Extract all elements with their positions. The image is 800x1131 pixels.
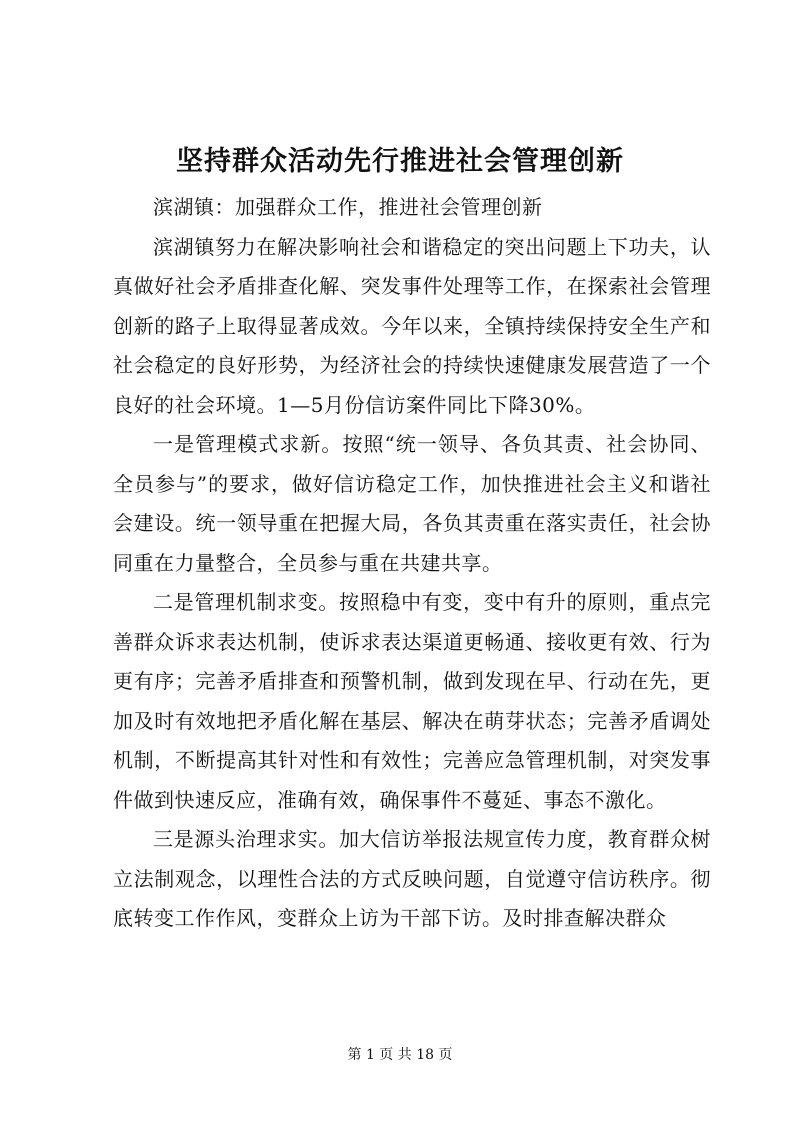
page-number-footer: 第 1 页 共 18 页 — [347, 1047, 453, 1063]
document-title: 坚持群众活动先行推进社会管理创新 — [176, 146, 624, 177]
management-mechanism-paragraph: 二是管理机制求变。按照稳中有变，变中有升的原则，重点完善群众诉求表达机制，使诉求表达渠道更畅通、接收更有效、行为更有序；完善矛盾排查和预警机制，做到发现在早、行动在先，更加及时有效地把矛盾化解在基层、解决在萌芽状态；完善矛盾调处机制，不断提高其针对性和有效性；完善应急管理机制，对突发事件做到快速反应，准确有效，确保事件不蔓延、事态不激化。 — [113, 590, 711, 812]
management-mode-paragraph: 一是管理模式求新。按照“统一领导、各负其责、社会协同、全员参与”的要求，做好信访稳定工作，加快推进社会主义和谐社会建设。统一领导重在把握大局，各负其责重在落实责任，社会协同重在力量整合，全员参与重在共建共享。 — [113, 432, 711, 575]
document-body — [113, 188, 711, 939]
intro-paragraph: 滨湖镇努力在解决影响社会和谐稳定的突出问题上下功夫，认真做好社会矛盾排查化解、突发事件处理等工作，在探索社会管理创新的路子上取得显著成效。今年以来，全镇持续保持安全生产和社会稳定的良好形势，为经济社会的持续快速健康发展营造了一个良好的社会环境。1—5月份信访案件同比下降30%。 — [113, 234, 711, 417]
subtitle-paragraph: 滨湖镇：加强群众工作，推进社会管理创新 — [153, 195, 543, 219]
source-governance-paragraph: 三是源头治理求实。加大信访举报法规宣传力度，教育群众树立法制观念，以理性合法的方式反映问题，自觉遵守信访秩序。彻底转变工作作风，变群众上访为干部下访。及时排查解决群众 — [113, 827, 711, 930]
